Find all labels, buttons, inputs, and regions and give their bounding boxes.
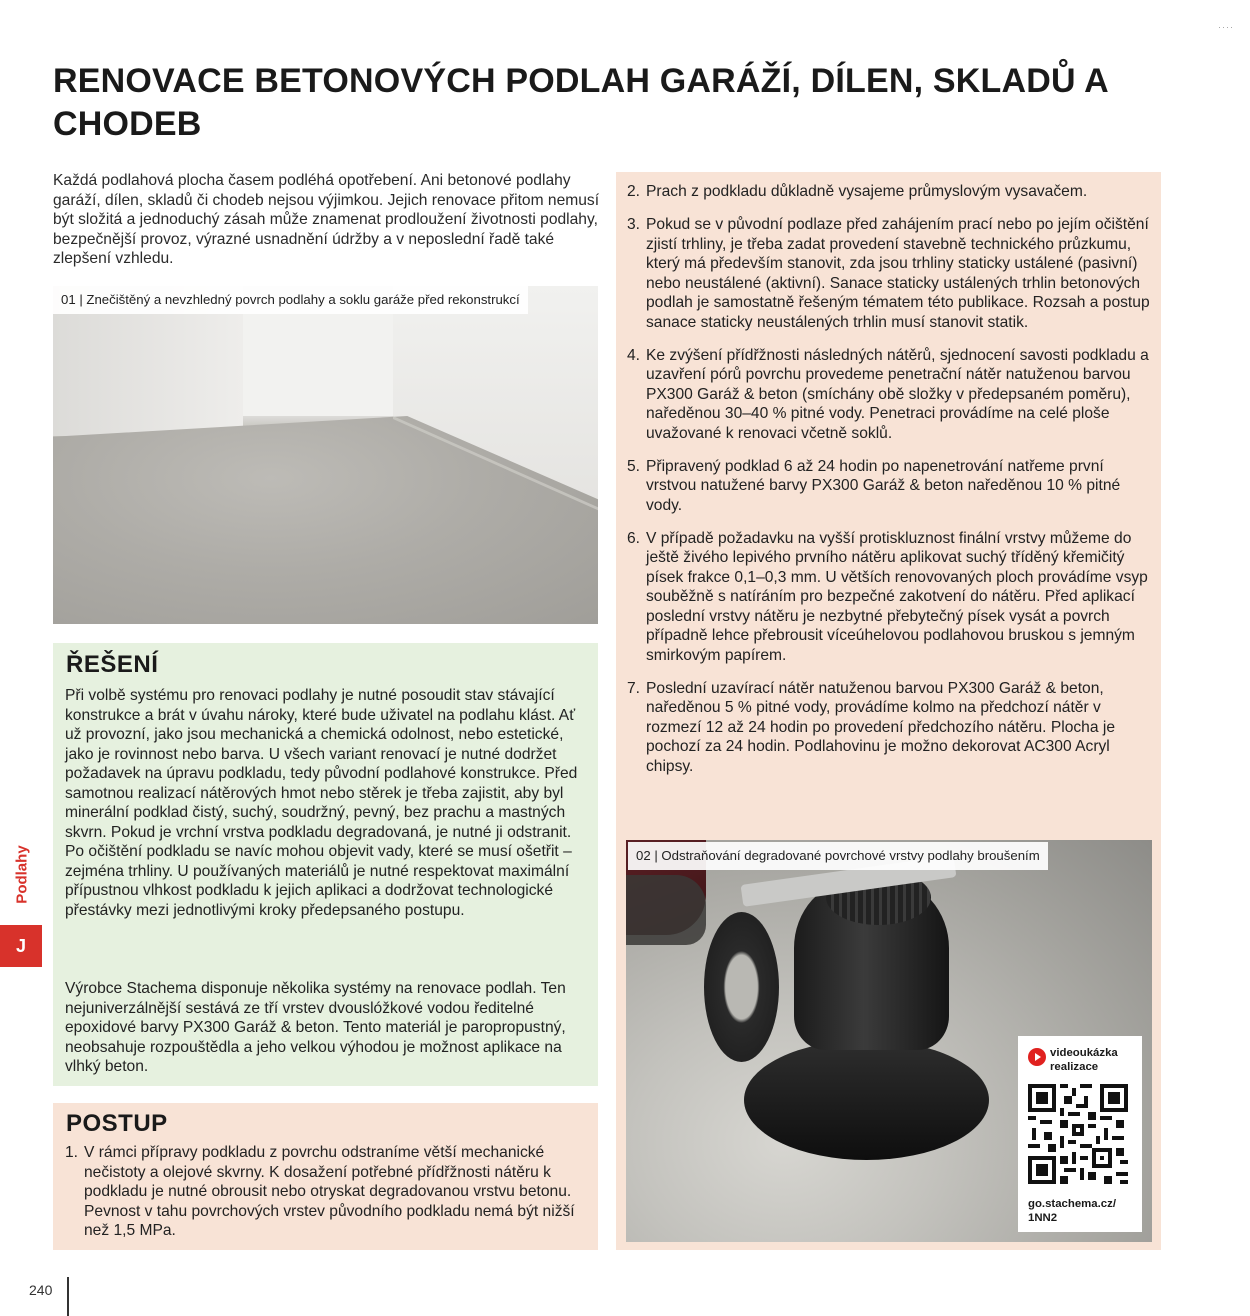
qr-card[interactable] — [1018, 1036, 1142, 1232]
reseni-box — [53, 643, 598, 1086]
step-number: 6. — [627, 529, 641, 547]
page-number-divider — [67, 1277, 69, 1316]
postup-step-6 — [627, 529, 1152, 666]
step-number: 7. — [627, 679, 641, 697]
postup-list-part-1 — [65, 1143, 590, 1254]
step-number: 2. — [627, 183, 641, 200]
step-number: 1. — [65, 1144, 79, 1161]
step-number: 5. — [627, 457, 641, 475]
step-text: Prach z podkladu důkladně vysajeme průmyslovým vysavačem. — [646, 183, 1088, 200]
step-text: V případě požadavku na vyšší protiskluznost finální vrstvy můžeme do ještě živého lepivého prvního nátěru aplikovat suchý tříděný křemičitý písek frakce 0,1–0,3 mm. U větších renovovaných ploch provádíme vsyp souběžně s natíráním pro bezpečné zakotvení do nátěru. Před aplikací poslední vrstvy nátěru je nezbytné přebytečný písek vysát a povrch případně lehce přebrousit víceúhelovou podlahovou bruskou s jemným smirkovým papírem. — [646, 529, 1148, 664]
qr-label: videoukázka realizace — [1050, 1047, 1118, 1073]
qr-code-icon[interactable] — [1028, 1084, 1128, 1184]
reseni-paragraph-1: Při volbě systému pro renovaci podlahy je nutné posoudit stav stávající konstrukce a brát v úvahu nároky, které bude uživatel na podlahu klást. Ať už provozní, jako jsou mechanická a chemická odolnost, nebo estetické, jako je rovinnost nebo barva. U všech variant renovací je nutné dodržet požadavek na úpravu podkladu, tedy původní podlahové konstrukce. Před samotnou realizací nátěrových hmot nebo stěrek je třeba zajistit, aby byl minerální podklad čistý, suchý, soudržný, pevný, bez prachu a mastných skvrn. Pokud je vrchní vrstva podkladu degradovaná, je nutné ji odstranit. Po očištění podkladu se navíc mohou objevit vady, které se musí ošetřit – zejména trhliny. U používaných materiálů je nutné respektovat maximální přípustnou vlhkost podkladu k jejich aplikaci a dodržovat technologické přestávky mezi jednotlivými kroky předepsaného postupu. — [65, 687, 578, 919]
step-text: Ke zvýšení přídřžnosti následných nátěrů, sjednocení savosti podkladu a uzavření pórů povrchu provedeme penetrační nátěr natuženou barvou PX300 Garáž & beton (smíchány obě složky v předepsaném poměru), naředěnou 30–40 % pitné vody. Penetraci provádíme na celé ploše uvažované k renovaci včetně soklů. — [646, 346, 1149, 442]
postup-step-2 — [627, 182, 1152, 202]
reseni-title: ŘEŠENÍ — [66, 651, 159, 678]
step-text: Pokud se v původní podlaze před zahájením prací nebo po jejím očištění zjistí trhliny, je třeba zadat provedení stavebně technického průzkumu, který má především stanovit, zda jsou trhliny staticky ustálené (pasivní) nebo neustálené (aktivní). Sanace staticky ustálených trhlin betonových podlah je samostatně řešeným tématem této publikace. Rozsah a postup sanace staticky neustálených trhlin musí stanovit statik. — [646, 216, 1150, 331]
side-tab-label: Podlahy — [13, 845, 31, 904]
postup-title: POSTUP — [66, 1110, 168, 1137]
postup-step-5 — [627, 457, 1152, 516]
photo2-caption: 02 | Odstraňování degradované povrchové vrstvy podlahy broušením — [628, 842, 1048, 870]
side-tab-letter: J — [0, 925, 42, 967]
intro-paragraph: Každá podlahová plocha časem podléhá opotřebení. Ani betonové podlahy garáží, dílen, skladů či chodeb nejsou výjimkou. Jejich renovace přitom nemusí být složitá a jednoduchý zásah může znamenat prodloužení životnosti podlahy, bezpečnější provoz, výrazné usnadnění údržby a v neposlední řadě také zlepšení vzhledu. — [53, 172, 600, 267]
side-tab-section — [10, 838, 34, 914]
reseni-paragraph-2: Výrobce Stachema disponuje několika systémy na renovace podlah. Ten nejuniverzálnější sestává ze tří vrstev dvouslóžkové vodou ředitelné epoxidové barvy PX300 Garáž & beton. Tento materiál je paropropustný, neobsahuje rozpouštědla a jeho velkou výhodou je možnost aplikace na vlhký beton. — [65, 980, 566, 1075]
photo-wall-back — [243, 306, 393, 416]
postup-step-3 — [627, 215, 1152, 332]
photo-worker-boot — [626, 875, 706, 945]
play-icon — [1028, 1048, 1046, 1066]
qr-url[interactable]: go.stachema.cz/ 1NN2 — [1028, 1198, 1116, 1224]
step-number: 3. — [627, 216, 641, 233]
step-text: V rámci přípravy podkladu z povrchu odstraníme větší mechanické nečistoty a olejové skvrny. K dosažení potřebné přídřžnosti nátěru k podkladu je nutné obrousit nebo otryskat degradovanou vrstvu betonu. Pevnost v tahu povrchových vrstev původního podkladu nemá být nižší než 1,5 MPa. — [84, 1144, 575, 1239]
photo-grinder-wheel — [704, 912, 779, 1062]
photo-garage-before — [53, 286, 598, 624]
page-number: 240 — [29, 1282, 53, 1298]
photo1-caption: 01 | Znečištěný a nevzhledný povrch podlahy a soklu garáže před rekonstrukcí — [53, 286, 528, 314]
page-title: RENOVACE BETONOVÝCH PODLAH GARÁŽÍ, DÍLEN, SKLADŮ A CHODEB — [53, 62, 1108, 143]
step-text: Připravený podklad 6 až 24 hodin po napenetrování natřeme první vrstvou natužené barvy PX300 Garáž & beton naředěnou 10 % pitné vody. — [646, 457, 1121, 514]
postup-step-1 — [65, 1143, 590, 1241]
postup-step-7 — [627, 679, 1152, 777]
step-text: Poslední uzavírací nátěr natuženou barvou PX300 Garáž & beton, naředěnou 5 % pitné vody, provádíme kolmo na předchozí nátěr v rozmezí 12 až 24 hodin po provedení předchozího nátěru. Plocha je pochozí za 24 hodin. Podlahovinu je možno dekorovat AC300 Acryl chipsy. — [646, 679, 1115, 775]
postup-box — [53, 1103, 598, 1250]
corner-mark: ···· — [1218, 22, 1234, 32]
photo-grinder-base — [744, 1040, 989, 1160]
postup-list-part-2 — [627, 182, 1152, 790]
postup-step-4 — [627, 346, 1152, 444]
step-number: 4. — [627, 346, 641, 364]
photo-floor-grinding — [626, 840, 1152, 1242]
